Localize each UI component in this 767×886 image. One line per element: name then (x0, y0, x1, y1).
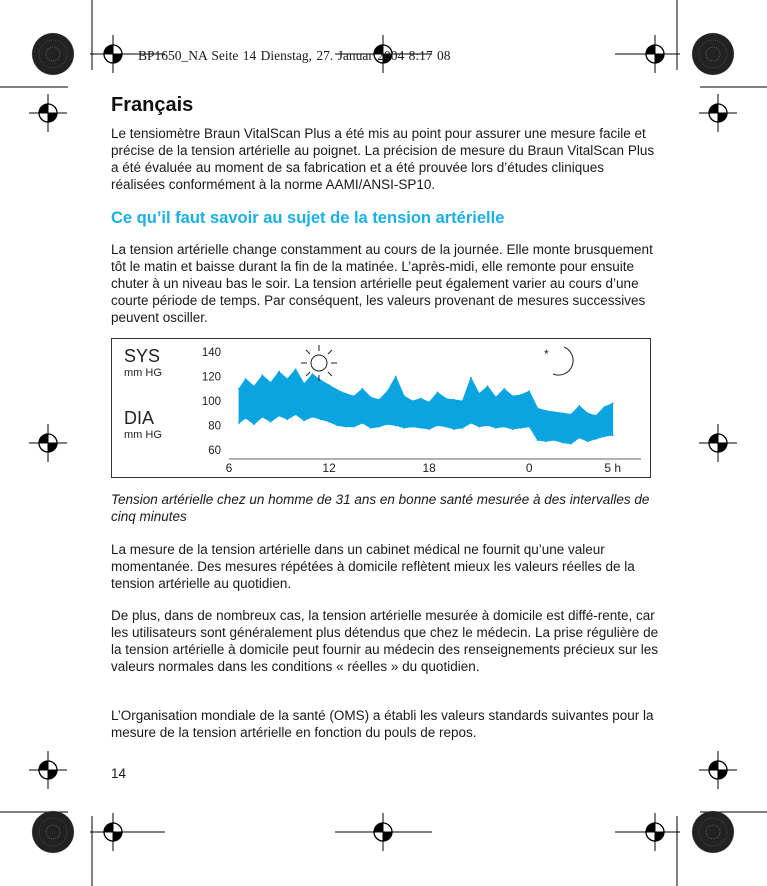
sys-point (528, 390, 530, 392)
dia-point (487, 425, 489, 427)
dia-point (270, 421, 272, 423)
y-tick-label: 120 (201, 371, 221, 384)
dia-point (370, 427, 372, 429)
x-tick-label: 6 (225, 461, 233, 475)
dia-point (403, 427, 405, 429)
sys-point (578, 405, 580, 407)
sys-point (370, 396, 372, 398)
dia-point (437, 425, 439, 427)
dia-point (520, 427, 522, 429)
dia-point (587, 440, 589, 442)
sys-point (487, 385, 489, 387)
dia-point (253, 423, 255, 425)
intro-paragraph: Le tensiomètre Braun VitalScan Plus a été mis au point pour assurer une mesure facile et précise de la tension artérielle au poignet. La précision de mesure du Braun VitalScan Plus a été évaluée au moment de sa fabrication et a été prouvée lors d’études cliniques réalisées conformément à la norme AAMI/ANSI-SP10. (111, 126, 655, 192)
dia-point (612, 434, 614, 436)
sys-point (303, 383, 305, 385)
dia-point (562, 442, 564, 444)
sys-point (253, 385, 255, 387)
sys-point (428, 401, 430, 403)
dia-point (570, 443, 572, 445)
dia-point (462, 427, 464, 429)
sys-point (545, 410, 547, 412)
sys-point (470, 377, 472, 379)
x-tick-label: 12 (322, 461, 336, 475)
page-number: 14 (111, 766, 127, 781)
dia-point (595, 438, 597, 440)
section-paragraph: La tension artérielle change constamment au cours de la journée. Elle monte brusquement tôt le matin et baisse durant la fin de la matinée. L’après-midi, elle remonte pour ensuite chuter à un niveau bas le soir. La tension artérielle peut également varier au cours d’une courte période de temps. Par conséquent, les valeurs provenant de mesures successives peuvent osciller. (111, 242, 653, 325)
print-slug: BP1650_NA Seite 14 Dienstag, 27. Januar 2004 8:17 08 (138, 48, 451, 63)
x-tick-label: 5 h (604, 461, 622, 475)
sys-point (595, 415, 597, 417)
dia-point (453, 428, 455, 430)
dia-point (412, 426, 414, 428)
sys-point (520, 394, 522, 396)
sys-point (245, 378, 247, 380)
sys-point (503, 388, 505, 390)
section-title: Ce qu’il faut savoir au sujet de la tension artérielle (111, 209, 505, 227)
dia-label: DIA (124, 408, 155, 428)
dia-point (278, 415, 280, 417)
sys-unit: mm HG (124, 367, 162, 379)
dia-point (503, 426, 505, 428)
y-tick-label: 140 (201, 347, 221, 360)
sys-label: SYS (124, 346, 161, 366)
dia-point (345, 426, 347, 428)
dia-point (420, 427, 422, 429)
blood-pressure-chart (111, 338, 651, 478)
sys-point (387, 390, 389, 392)
dia-point (545, 440, 547, 442)
paragraph-who-standards: L’Organisation mondiale de la santé (OMS) a établi les valeurs standards suivantes pour la mesure de la tension artérielle en fonction du pouls de repos. (111, 708, 654, 740)
dia-point (428, 428, 430, 430)
sys-point (403, 395, 405, 397)
dia-point (328, 421, 330, 423)
sys-point (612, 403, 614, 405)
dia-point (470, 422, 472, 424)
sys-point (412, 400, 414, 402)
sys-point (478, 393, 480, 395)
sys-point (328, 384, 330, 386)
sys-point (353, 395, 355, 397)
sys-point (320, 379, 322, 381)
sys-point (445, 398, 447, 400)
dia-point (495, 427, 497, 429)
y-tick-label: 80 (208, 420, 221, 433)
dia-point (238, 422, 240, 424)
dia-point (553, 439, 555, 441)
dia-point (295, 414, 297, 416)
sys-point (603, 406, 605, 408)
dia-point (512, 428, 514, 430)
paragraph-home-measurement: De plus, dans de nombreux cas, la tension artérielle mesurée à domicile est diffé-rente, car les utilisateurs sont généralement plus détendus que chez le médecin. La prise régulière de la tension artérielle à domicile peut fournir au médecin des renseignements précieux sur les valeurs normales dans les conditions « réelles » du quotidien. (111, 608, 659, 674)
sys-point (261, 374, 263, 376)
dia-point (528, 426, 530, 428)
page-title: Français (111, 94, 194, 116)
sys-point (437, 392, 439, 394)
dia-point (353, 426, 355, 428)
chart-caption: Tension artérielle chez un homme de 31 ans en bonne santé mesurée à des intervalles de cinq minutes (111, 492, 650, 524)
sys-point (462, 400, 464, 402)
sys-point (362, 388, 364, 390)
dia-point (362, 422, 364, 424)
dia-point (478, 426, 480, 428)
sys-point (238, 388, 240, 390)
dia-point (578, 437, 580, 439)
dia-point (320, 418, 322, 420)
sys-point (453, 399, 455, 401)
sys-point (587, 412, 589, 414)
dia-point (603, 436, 605, 438)
sys-point (420, 398, 422, 400)
y-tick-label: 100 (201, 396, 221, 408)
dia-point (245, 417, 247, 419)
paragraph-office-measurement: La mesure de la tension artérielle dans un cabinet médical ne fournit qu’une valeur momentanée. Des mesures répétées à domicile reflètent mieux les valeurs réelles de la tension artérielle au quotidien. (111, 542, 635, 591)
sys-point (537, 407, 539, 409)
sys-point (286, 378, 288, 380)
dia-point (395, 425, 397, 427)
dia-point (537, 439, 539, 441)
sys-point (270, 382, 272, 384)
x-tick-label: 18 (422, 461, 436, 475)
dia-unit: mm HG (124, 429, 162, 441)
sys-point (395, 376, 397, 378)
sys-point (495, 396, 497, 398)
sys-point (295, 368, 297, 370)
dia-point (387, 423, 389, 425)
dia-point (312, 416, 314, 418)
sys-point (345, 393, 347, 395)
sys-point (337, 389, 339, 391)
sys-point (378, 399, 380, 401)
sys-point (278, 371, 280, 373)
dia-point (378, 426, 380, 428)
y-tick-label: 60 (208, 444, 221, 457)
dia-point (445, 426, 447, 428)
dia-point (337, 425, 339, 427)
dia-point (286, 418, 288, 420)
sys-point (570, 414, 572, 416)
sys-point (553, 411, 555, 413)
dia-point (261, 416, 263, 418)
sys-point (562, 412, 564, 414)
sys-point (312, 373, 314, 375)
night-marker: * (544, 347, 549, 361)
chart-svg (111, 338, 651, 478)
x-tick-label: 0 (525, 461, 533, 475)
dia-point (303, 420, 305, 422)
sys-point (512, 395, 514, 397)
